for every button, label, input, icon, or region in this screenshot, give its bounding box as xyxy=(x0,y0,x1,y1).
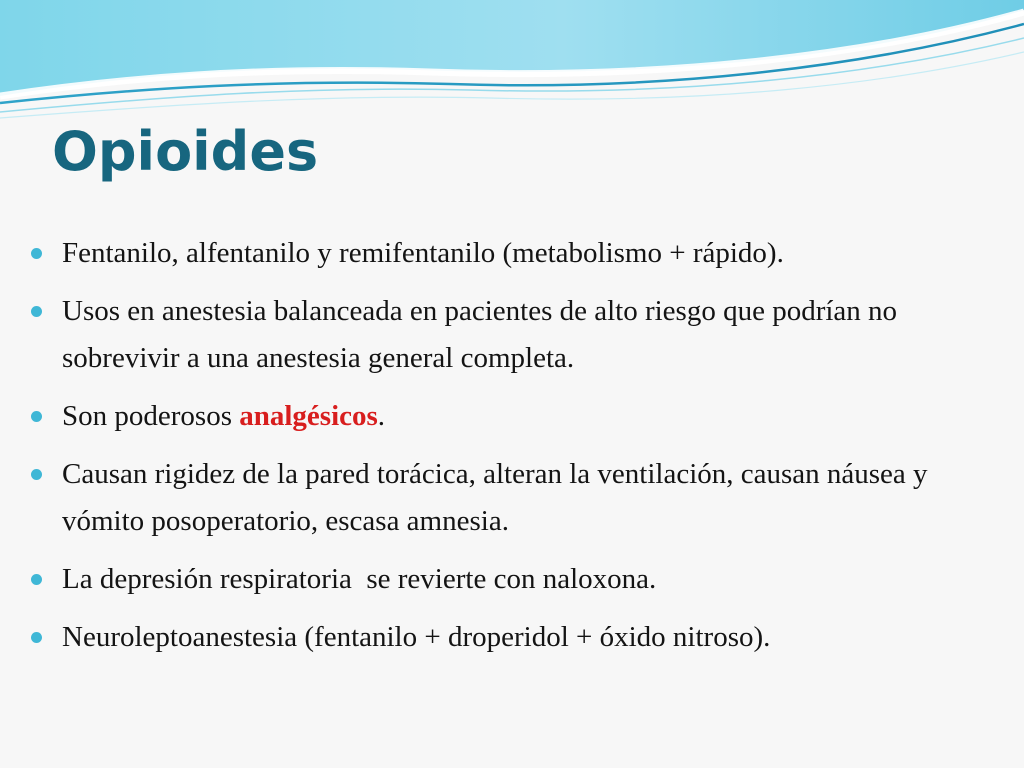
bullet-text: Neuroleptoanestesia (fentanilo + droperidol + óxido nitroso). xyxy=(62,621,771,653)
bullet-item xyxy=(28,288,988,382)
bullet-dot-icon xyxy=(31,411,42,422)
bullet-text-before: Son poderosos xyxy=(62,400,240,432)
bullet-text: Fentanilo, alfentanilo y remifentanilo (metabolismo + rápido). xyxy=(62,237,784,269)
bullet-item xyxy=(28,230,988,277)
bullet-dot-icon xyxy=(31,574,42,585)
bullet-dot-icon xyxy=(31,306,42,317)
bullet-dot-icon xyxy=(31,632,42,643)
bullet-text: Causan rigidez de la pared torácica, alteran la ventilación, causan náusea y vómito posoperatorio, escasa amnesia. xyxy=(62,458,928,537)
highlighted-term: analgésicos xyxy=(239,400,378,432)
bullet-item xyxy=(28,393,988,440)
bullet-item xyxy=(28,556,988,603)
slide-title: Opioides xyxy=(52,120,319,183)
bullet-item xyxy=(28,614,988,661)
bullet-list xyxy=(28,230,988,672)
bullet-dot-icon xyxy=(31,248,42,259)
bullet-text: La depresión respiratoria se revierte con naloxona. xyxy=(62,563,657,595)
bullet-item xyxy=(28,451,988,545)
bullet-dot-icon xyxy=(31,469,42,480)
header-wave-decoration xyxy=(0,0,1024,130)
bullet-text: Usos en anestesia balanceada en pacientes de alto riesgo que podrían no sobrevivir a una anestesia general completa. xyxy=(62,295,898,374)
bullet-text-after: . xyxy=(377,400,386,432)
